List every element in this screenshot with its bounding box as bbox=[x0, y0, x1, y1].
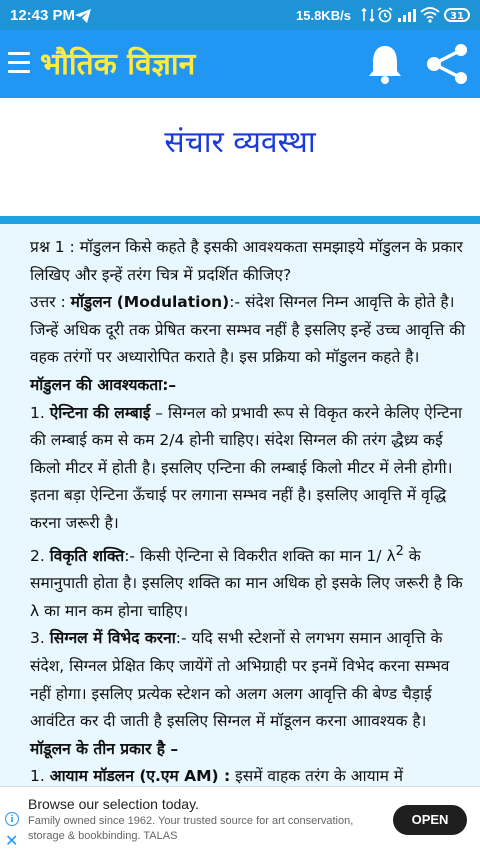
answer-text: :- संदेश सिग्नल निम्न आवृत्ति के होते है। जिन्हें अधिक दूरी तक प्रेषित करना सम्भव नहीं है इसलिए इन्हें उच्च आवृत्ति की वहक तरंगों पर अध्यारोपित कराते है। इस प्रक्रिया को मॉडुलन कहते है। bbox=[30, 293, 466, 367]
app-bar bbox=[0, 30, 480, 98]
data-transfer-icon bbox=[361, 7, 375, 27]
point-2-text: :- किसी ऐन्टिना से विकरीत शक्ति का मान 1/ λ bbox=[124, 546, 396, 565]
page-heading-area bbox=[0, 98, 480, 216]
need-heading: मॉडुलन की आवश्यकता:– bbox=[30, 375, 177, 394]
status-time: 12:43 PM bbox=[10, 7, 76, 24]
content-panel[interactable] bbox=[0, 216, 480, 786]
point-3: 3. सिग्नल में विभेद करना:- यदि सभी स्टेशनों से लगभग समान आवृत्ति के संदेश, सिग्नल प्रेक्षित किए जायेंगें तो अभिग्राही पर इनमें विभेद करना सम्भव नहीं होगा। इसलिए प्रत्येक स्टेशन को अलग अलग आवृत्ति की बेण्ड चैड़ाई आवंटित कर दी जाती है इसलिए सिग्नल में मॉडूलन करना आावश्यक है। bbox=[30, 629, 450, 731]
bell-icon[interactable] bbox=[366, 43, 404, 89]
menu-icon[interactable] bbox=[8, 52, 30, 74]
status-bar bbox=[0, 0, 480, 30]
ad-banner[interactable] bbox=[0, 786, 480, 854]
close-icon[interactable]: ✕ bbox=[5, 831, 19, 850]
point-1-text: – सिग्नल को प्रभावी रूप से विकृत करने केलिए ऐन्टिना की लम्बाई कम से कम 2/4 होनी चाहिए। संदेश सिग्नल की तरंग द्धैध्र्य कई किलो मीटर में होती है। इसलिए एन्टिना की लम्बाई किलो मीटर में लेनी होगी। इतना बड़ा ऐन्टिना ऊँचाई पर लगाना सम्भव नहीं है। इसलिए आवृत्ति में वृद्धि करना जरूरी है। bbox=[30, 403, 463, 532]
type-1-text: इसमें वाहक तरंग के आयाम में bbox=[230, 767, 404, 786]
wifi-icon bbox=[420, 7, 440, 27]
ad-title[interactable]: Browse our selection today. bbox=[28, 796, 199, 812]
answer-term: मॉडुलन (Modulation) bbox=[70, 293, 230, 312]
app-title: भौतिक विज्ञान bbox=[40, 47, 196, 82]
signal-icon bbox=[396, 7, 416, 27]
battery-icon: 31 bbox=[444, 8, 470, 22]
point-2: 2. विकृति शक्ति:- किसी ऐन्टिना से विकरीत शक्ति का मान 1/ $\lambda^2$ के समानुपाती होता है। इसलिए शक्ति का मान अधिक हो इसके लिए जरूरी है कि λ का मान कम होना चाहिए। bbox=[30, 543, 463, 620]
point-1: 1. ऐन्टिना की लम्बाई – सिग्नल को प्रभावी रूप से विकृत करने केलिए ऐन्टिना की लम्बाई कम से कम 2/4 होनी चाहिए। संदेश सिग्नल की तरंग द्धैध्र्य कई किलो मीटर में होती है। इसलिए एन्टिना की लम्बाई किलो मीटर में लेनी होगी। इतना बड़ा ऐन्टिना ऊँचाई पर लगाना सम्भव नहीं है। इसलिए आवृत्ति में वृद्धि करना जरूरी है। bbox=[30, 403, 463, 532]
page-title: संचार व्यवस्था bbox=[164, 125, 316, 160]
ad-open-button[interactable]: OPEN bbox=[393, 805, 467, 835]
question-label: प्रश्न 1 : bbox=[30, 238, 75, 256]
network-speed: 15.8KB/s bbox=[296, 8, 351, 23]
ad-text[interactable]: Family owned since 1962. Your trusted source for art conservation, storage & bookbinding. TALAS bbox=[28, 815, 354, 842]
article-text bbox=[0, 224, 480, 786]
point-1-term: ऐन्टिना की लम्बाई bbox=[49, 403, 151, 422]
info-icon[interactable]: i bbox=[5, 812, 19, 826]
question-paragraph bbox=[30, 234, 468, 289]
question-text: मॉडुलन किसे कहते है इसकी आवश्यकता समझाइये मॉडुलन के प्रकार लिखिए और इन्हें तरंग चित्र में प्रदर्शित कीजिए? bbox=[30, 238, 463, 284]
type-1: 1. आयाम मॉडलन (ए.एम AM) : इसमें वाहक तरंग के आयाम में bbox=[30, 767, 404, 786]
types-heading: मॉडूलन के तीन प्रकार है – bbox=[30, 739, 179, 758]
type-1-term: आयाम मॉडलन (ए.एम AM) : bbox=[49, 767, 231, 786]
point-2-term: विकृति शक्ति bbox=[49, 546, 125, 565]
point-3-term: सिग्नल में विभेद करना bbox=[49, 629, 176, 648]
telegram-icon bbox=[75, 8, 91, 27]
share-icon[interactable] bbox=[425, 44, 471, 88]
alarm-icon bbox=[377, 7, 393, 27]
answer-paragraph bbox=[30, 289, 468, 372]
point-3-text: :- यदि सभी स्टेशनों से लगभग समान आवृत्ति के संदेश, सिग्नल प्रेक्षित किए जायेंगें तो अभिग्राही पर इनमें विभेद करना सम्भव नहीं होगा। इसलिए प्रत्येक स्टेशन को अलग अलग आवृत्ति की बेण्ड चैड़ाई आवंटित कर दी जाती है इसलिए सिग्नल में मॉडूलन करना आावश्यक है। bbox=[30, 629, 450, 731]
answer-label: उत्तर : bbox=[30, 293, 71, 312]
point-2-superscript: 2 bbox=[395, 543, 404, 559]
